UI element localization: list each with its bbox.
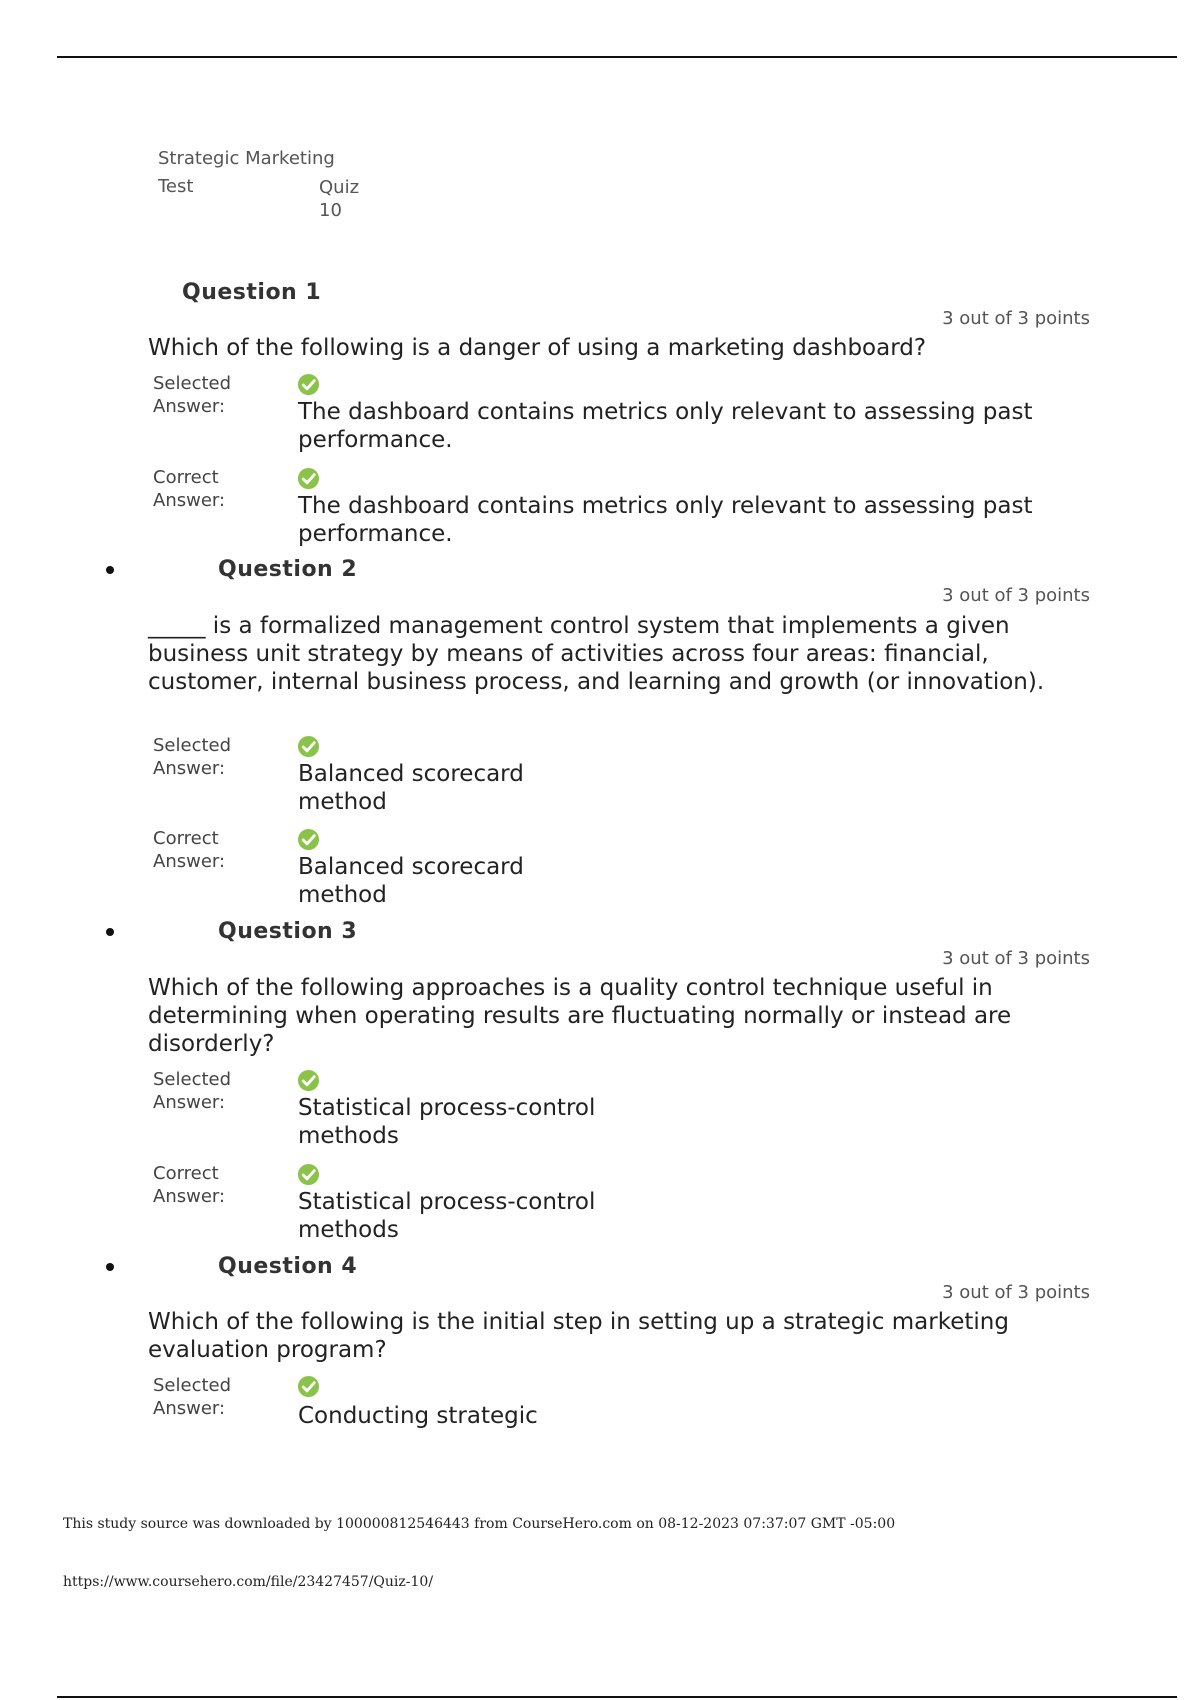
selected-answer-text: Conducting strategic <box>298 1403 538 1429</box>
correct-check-icon <box>297 1163 320 1186</box>
selected-answer-text: Statistical process-control methods <box>298 1095 596 1149</box>
selected-answer-text: The dashboard contains metrics only relevant to assessing past performance. <box>298 399 1033 453</box>
selected-answer-label: Selected Answer: <box>153 1069 232 1113</box>
question-points: 3 out of 3 points <box>942 1282 1090 1303</box>
correct-answer-text: Balanced scorecard method <box>298 854 524 908</box>
correct-check-icon <box>297 1069 320 1092</box>
question-text: _____ is a formalized management control system that implements a given business unit strategy by means of activities across four areas: financial, customer, internal business process, and learning and growth (or innovation). <box>148 613 1045 695</box>
correct-check-icon <box>297 373 320 396</box>
test-value: Quiz 10 <box>319 177 360 221</box>
correct-answer-label: Correct Answer: <box>153 467 226 511</box>
bullet <box>106 928 114 936</box>
course-title: Strategic Marketing <box>158 148 335 169</box>
question-title: Question 2 <box>218 557 358 582</box>
correct-check-icon <box>297 467 320 490</box>
download-note: This study source was downloaded by 100000812546443 from CourseHero.com on 08-12-2023 07:37:07 GMT -05:00 <box>63 1516 896 1532</box>
selected-answer-label: Selected Answer: <box>153 735 232 779</box>
question-title: Question 4 <box>218 1254 358 1279</box>
correct-check-icon <box>297 735 320 758</box>
bullet <box>106 1263 114 1271</box>
top-rule <box>57 56 1177 58</box>
question-text: Which of the following is the initial step in setting up a strategic marketing evaluation program? <box>148 1309 1009 1363</box>
question-points: 3 out of 3 points <box>942 948 1090 969</box>
selected-answer-label: Selected Answer: <box>153 373 232 417</box>
test-label: Test <box>158 176 194 197</box>
selected-answer-label: Selected Answer: <box>153 1375 232 1419</box>
selected-answer-text: Balanced scorecard method <box>298 761 524 815</box>
correct-check-icon <box>297 1375 320 1398</box>
correct-check-icon <box>297 828 320 851</box>
correct-answer-text: The dashboard contains metrics only relevant to assessing past performance. <box>298 493 1033 547</box>
source-url[interactable]: https://www.coursehero.com/file/23427457/Quiz-10/ <box>63 1574 434 1590</box>
correct-answer-label: Correct Answer: <box>153 828 226 872</box>
correct-answer-label: Correct Answer: <box>153 1163 226 1207</box>
correct-answer-text: Statistical process-control methods <box>298 1189 596 1243</box>
question-title: Question 3 <box>218 919 358 944</box>
question-title: Question 1 <box>182 280 322 305</box>
question-text: Which of the following is a danger of using a marketing dashboard? <box>148 335 927 361</box>
bottom-rule <box>57 1696 1177 1698</box>
question-text: Which of the following approaches is a quality control technique useful in determining when operating results are fluctuating normally or instead are disorderly? <box>148 975 1012 1057</box>
question-points: 3 out of 3 points <box>942 308 1090 329</box>
question-points: 3 out of 3 points <box>942 585 1090 606</box>
bullet <box>106 566 114 574</box>
